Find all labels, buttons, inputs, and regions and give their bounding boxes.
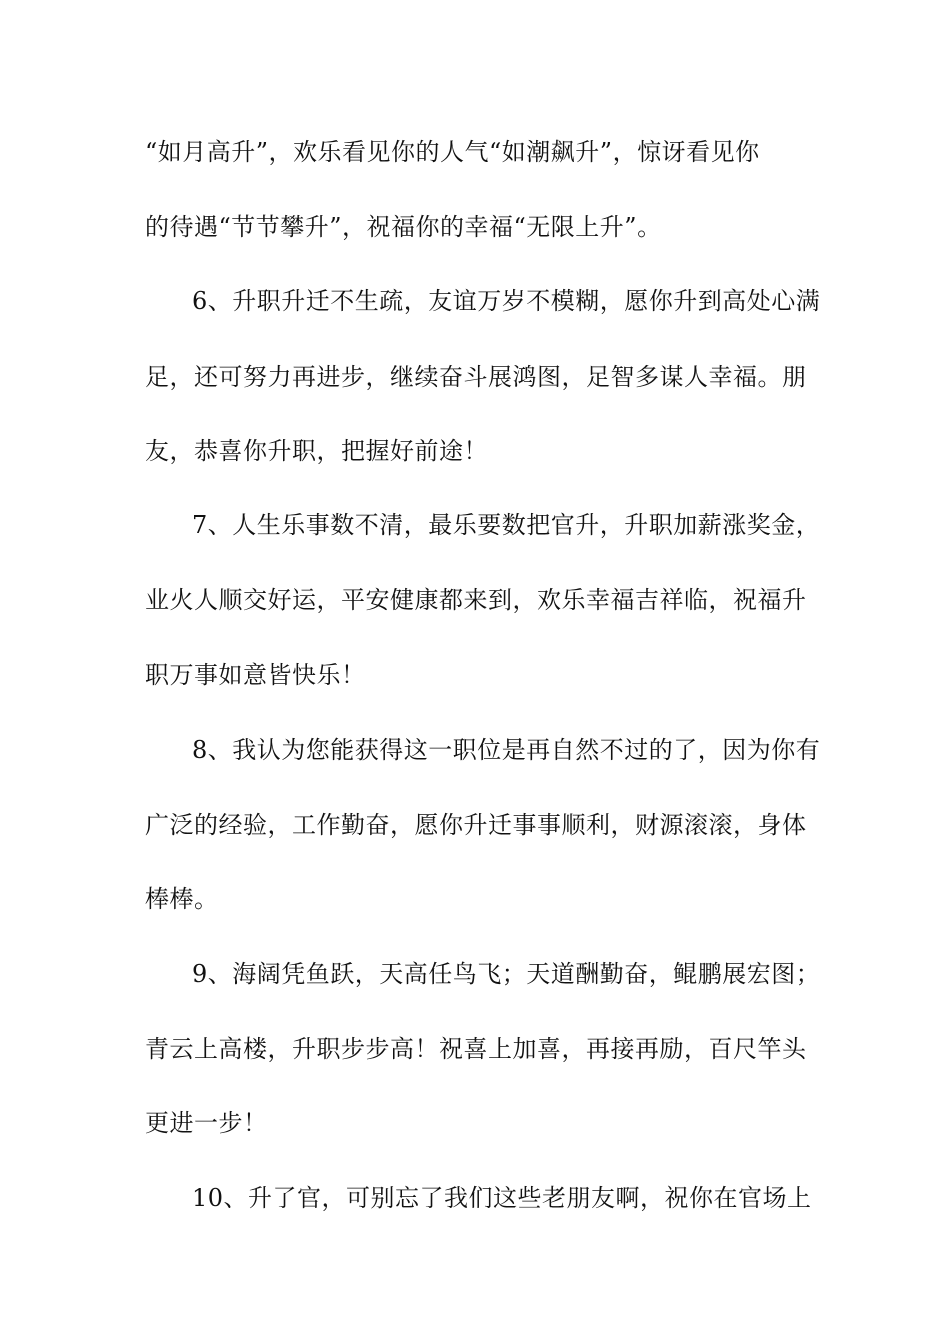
text-line: 棒棒。 bbox=[145, 885, 219, 913]
text-line: 青云上高楼，升职步步高！祝喜上加喜，再接再励，百尺竿头 bbox=[145, 1035, 807, 1063]
paragraph-9-start: 9、海阔凭鱼跃，天高任鸟飞；天道酬勤奋，鲲鹏展宏图； bbox=[192, 960, 821, 988]
text-line: 职万事如意皆快乐！ bbox=[145, 661, 366, 689]
text-line: 广泛的经验，工作勤奋，愿你升迁事事顺利，财源滚滚，身体 bbox=[145, 811, 807, 839]
text-line: “如月高升”，欢乐看见你的人气“如潮飙升”，惊讶看见你 bbox=[145, 138, 760, 166]
text-line: 更进一步！ bbox=[145, 1109, 268, 1137]
text-line: 业火人顺交好运，平安健康都来到，欢乐幸福吉祥临，祝福升 bbox=[145, 586, 807, 614]
paragraph-7-start: 7、人生乐事数不清，最乐要数把官升，升职加薪涨奖金， bbox=[192, 511, 821, 539]
paragraph-10-start: 10、升了官，可别忘了我们这些老朋友啊，祝你在官场上 bbox=[192, 1184, 812, 1212]
text-line: 的待遇“节节攀升”，祝福你的幸福“无限上升”。 bbox=[145, 213, 662, 241]
paragraph-8-start: 8、我认为您能获得这一职位是再自然不过的了，因为你有 bbox=[192, 736, 821, 764]
text-line: 足，还可努力再进步，继续奋斗展鸿图，足智多谋人幸福。朋 bbox=[145, 363, 807, 391]
text-line: 友，恭喜你升职，把握好前途！ bbox=[145, 437, 488, 465]
paragraph-6-start: 6、升职升迁不生疏，友谊万岁不模糊，愿你升到高处心满 bbox=[192, 287, 821, 315]
